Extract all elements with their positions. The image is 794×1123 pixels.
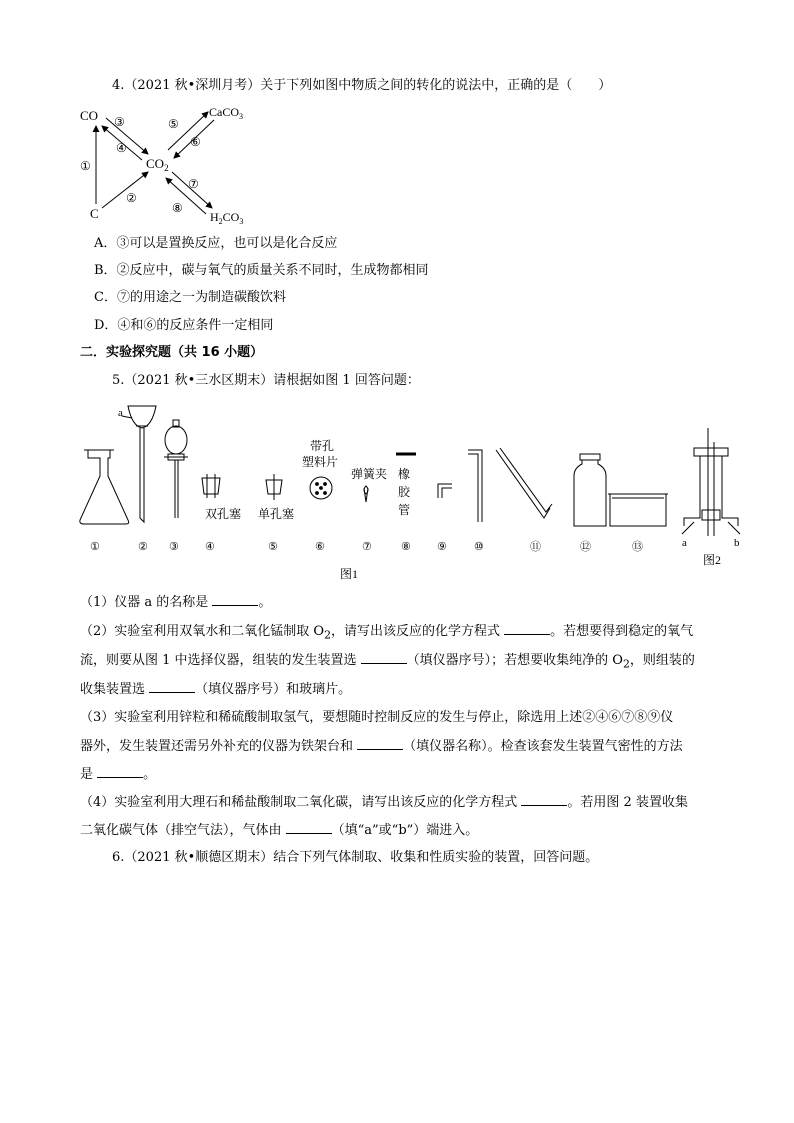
num-10-label: ⑩: [474, 541, 484, 553]
q5-part3-line3: 是 。: [80, 767, 157, 782]
double-hole-stopper-icon: [202, 478, 220, 494]
gas-bottle-icon: [574, 460, 606, 526]
bent-tube-long-icon: [468, 450, 482, 522]
fig2-b-label: b: [734, 537, 740, 549]
num-6: ⑥: [190, 135, 201, 149]
num-8-label: ⑧: [401, 541, 411, 553]
answer-blank[interactable]: [97, 765, 143, 778]
label-rubber-3: 管: [398, 503, 411, 517]
fig2-a-label: a: [682, 537, 687, 549]
bent-tube-short-icon: [438, 484, 452, 498]
c-label: C: [90, 206, 99, 221]
q5-part4-line2: 二氧化碳气体（排空气法），气体由 （填“a”或“b”）端进入。: [80, 823, 479, 838]
answer-blank[interactable]: [361, 651, 407, 664]
num-4: ④: [116, 141, 127, 155]
q5-apparatus-figure: [70, 398, 750, 583]
num-11-label: ⑪: [530, 541, 541, 553]
num-9-label: ⑨: [437, 541, 447, 553]
fig2-bottle-icon: [684, 456, 738, 526]
num-7-label: ⑦: [362, 541, 372, 553]
num-2-label: ②: [138, 541, 148, 553]
num-3: ③: [114, 115, 125, 129]
q5-part2-line2: 流，则要从图 1 中选择仪器，组装的发生装置选 （填仪器序号）；若想要收集纯净的 $O_2$，则组装的: [80, 653, 695, 671]
co2-label: $CO_2$: [146, 156, 169, 173]
h2co3-label: $H_2CO_3$: [210, 210, 244, 226]
num-4-label: ④: [205, 541, 215, 553]
num-1: ①: [80, 159, 91, 173]
answer-blank[interactable]: [212, 593, 258, 606]
q4-stem: 4.（2021 秋•深圳月考）关于下列如图中物质之间的转化的说法中，正确的是（ ）: [112, 78, 612, 93]
answer-blank[interactable]: [286, 821, 332, 834]
num-1-label: ①: [90, 541, 100, 553]
answer-blank[interactable]: [504, 622, 550, 635]
spring-clip-icon: [364, 486, 368, 502]
num-8: ⑧: [172, 201, 183, 215]
q5-part2-line3: 收集装置选 （填仪器序号）和玻璃片。: [80, 682, 352, 697]
caco3-label: CaCO$_3$: [209, 105, 243, 121]
num-5: ⑤: [168, 117, 179, 131]
answer-blank[interactable]: [357, 737, 403, 750]
co-label: CO: [80, 108, 99, 123]
label-rubber-2: 胶: [398, 485, 411, 499]
q4-option-d: D．④和⑥的反应条件一定相同: [94, 318, 274, 333]
q5-stem: 5.（2021 秋•三水区期末）请根据如图 1 回答问题：: [112, 373, 420, 388]
answer-blank[interactable]: [521, 793, 567, 806]
answer-blank[interactable]: [149, 680, 195, 693]
num-3-label: ③: [169, 541, 179, 553]
arrow-3: [106, 118, 148, 154]
q4-option-b: B．②反应中，碳与氧气的质量关系不同时，生成物都相同: [94, 263, 429, 278]
arrow-2: [102, 172, 148, 208]
q5-part3-line1: （3）实验室利用锌粒和稀硫酸制取氢气，要想随时控制反应的发生与停止，除选用上述②④⑥⑦⑧⑨仪: [80, 710, 674, 725]
q4-conversion-diagram: [76, 100, 276, 228]
figure-1-caption: 图1: [340, 567, 359, 581]
num-13-label: ⑬: [632, 541, 643, 553]
angled-tube-icon: [496, 450, 550, 518]
num-2: ②: [126, 191, 137, 205]
conical-flask-icon: [80, 450, 129, 524]
label-plate-line1: 带孔: [310, 439, 335, 453]
instrument-a-label: a: [118, 407, 123, 419]
q6-stem: 6.（2021 秋•顺德区期末）结合下列气体制取、收集和性质实验的装置，回答问题。: [112, 850, 599, 865]
label-plate-line2: 塑料片: [302, 455, 339, 469]
dropping-funnel-icon: [165, 426, 187, 454]
q4-option-a: A．③可以是置换反应，也可以是化合反应: [94, 236, 338, 251]
label-single-stopper: 单孔塞: [258, 507, 295, 521]
num-12-label: ⑫: [580, 541, 591, 553]
q5-part3-line2: 器外，发生装置还需另外补充的仪器为铁架台和 （填仪器名称）。检查该套发生装置气密性的方法: [80, 739, 683, 754]
q4-option-c: C．⑦的用途之一为制造碳酸饮料: [94, 290, 286, 305]
label-double-stopper: 双孔塞: [205, 507, 242, 521]
q5-part4-line1: （4）实验室利用大理石和稀盐酸制取二氧化碳，请写出该反应的化学方程式 。若用图 2 装置收集: [80, 795, 688, 810]
num-6-label: ⑥: [315, 541, 325, 553]
q5-part1: （1）仪器 a 的名称是 。: [80, 595, 272, 610]
section-heading: 二．实验探究题（共 16 小题）: [80, 345, 264, 360]
separatory-funnel-icon: [128, 406, 156, 428]
num-5-label: ⑤: [268, 541, 278, 553]
water-trough-icon: [610, 494, 666, 526]
q5-part2-line1: （2）实验室利用双氧水和二氧化锰制取 $O_2$，请写出该反应的化学方程式 。若想要得到稳定的氧气: [80, 624, 694, 642]
figure-2-caption: 图2: [703, 553, 722, 567]
label-spring-clip: 弹簧夹: [351, 467, 388, 481]
num-7: ⑦: [188, 177, 199, 191]
label-rubber-1: 橡: [398, 467, 411, 481]
